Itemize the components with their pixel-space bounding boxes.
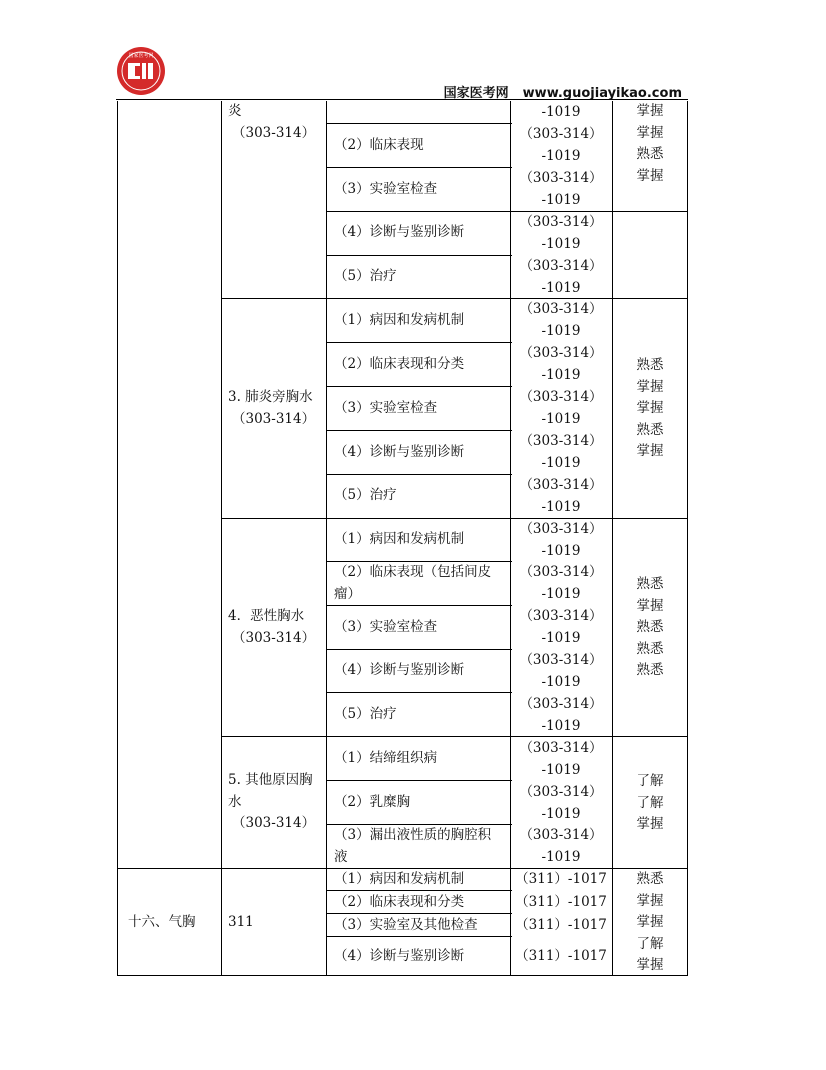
page-ref: -1019: [541, 104, 581, 120]
table-border-right: [687, 101, 688, 976]
page-ref: （311）-1017: [515, 948, 607, 964]
site-url[interactable]: www.guojiayikao.com: [522, 86, 682, 101]
table-row-item: （4）诊断与鉴别诊断: [334, 948, 465, 964]
table-divider: [221, 101, 222, 976]
table-rule: [326, 605, 512, 606]
chapter-title: 十六、气胸: [128, 914, 196, 930]
table-row-item: （1）病因和发病机制: [334, 531, 465, 547]
mastery-levels: 熟悉 掌握 熟悉 熟悉 熟悉: [636, 576, 664, 678]
page-ref: （303-314） -1019: [519, 521, 603, 559]
table-rule: [326, 386, 512, 387]
table-row-item: （1）病因和发病机制: [334, 312, 465, 328]
logo-text: 国家医考网: [128, 53, 154, 59]
table-rule: [326, 649, 512, 650]
section-title-text: 3. 肺炎旁胸水: [228, 389, 313, 405]
page-ref: （303-314） -1019: [519, 652, 603, 690]
table-row-item: （2）临床表现（包括间皮 瘤）: [334, 564, 492, 602]
section-title: [228, 387, 324, 430]
page-ref: （303-314） -1019: [519, 126, 603, 164]
page-ref: （311）-1017: [515, 917, 607, 933]
section-title-text: 4．恶性胸水: [228, 608, 305, 624]
page-ref: （303-314） -1019: [519, 740, 603, 778]
page-ref: （303-314） -1019: [519, 827, 603, 865]
page-ref: （303-314） -1019: [519, 433, 603, 471]
page-ref: （303-314） -1019: [519, 564, 603, 602]
page-ref: （303-314） -1019: [519, 696, 603, 734]
page-ref: （311）-1017: [515, 894, 607, 910]
table-row-item: （4）诊断与鉴别诊断: [334, 444, 465, 460]
table-row-item: （4）诊断与鉴别诊断: [334, 224, 465, 240]
table-row-item: （1）病因和发病机制: [334, 871, 465, 887]
table-row-item: （5）治疗: [334, 268, 397, 284]
page-ref: （303-314） -1019: [519, 214, 603, 252]
table-rule: [221, 736, 688, 737]
table-row-item: （1）结缔组织病: [334, 750, 438, 766]
table-border-left: [117, 101, 118, 976]
table-row-item: （4）诊断与鉴别诊断: [334, 662, 465, 678]
page-ref: （303-314） -1019: [519, 345, 603, 383]
table-row-item: （3）实验室及其他检查: [334, 917, 478, 933]
page-ref: （303-314） -1019: [519, 258, 603, 296]
table-row-item: （2）临床表现和分类: [334, 894, 465, 910]
table-rule: [326, 211, 688, 212]
section-pages: （303-314）: [232, 124, 316, 141]
table-divider: [612, 101, 613, 976]
table-rule: [326, 167, 512, 168]
table-divider: [510, 101, 511, 976]
table-row-item: （2）临床表现: [334, 137, 424, 153]
section-title: [228, 606, 324, 649]
table-row-item: （3）漏出液性质的胸腔积 液: [334, 827, 492, 865]
chapter-pages: 311: [228, 914, 254, 930]
table-rule: [326, 780, 512, 781]
section-pages: （303-314）: [232, 815, 316, 831]
section-pages: （303-314）: [232, 629, 316, 646]
page-ref: （303-314） -1019: [519, 608, 603, 646]
table-row-item: （3）实验室检查: [334, 181, 438, 197]
page-ref: （303-314） -1019: [519, 784, 603, 822]
table-border-bottom: [117, 975, 688, 976]
table-row-item: （5）治疗: [334, 487, 397, 503]
table-row-item: （3）实验室检查: [334, 619, 438, 635]
mastery-levels: 掌握 掌握 熟悉 掌握: [636, 103, 664, 184]
header-rule: [116, 99, 688, 100]
section-title: [228, 770, 324, 835]
table-divider: [326, 101, 327, 976]
site-name: 国家医考网: [443, 86, 509, 101]
table-rule: [326, 692, 512, 693]
table-row-item: （2）临床表现和分类: [334, 356, 465, 372]
page-ref: （303-314） -1019: [519, 389, 603, 427]
table-row-item: （3）实验室检查: [334, 400, 438, 416]
mastery-levels: 熟悉 掌握 掌握 熟悉 掌握: [636, 357, 664, 459]
table-row-item: （5）治疗: [334, 706, 397, 722]
page-ref: （311）-1017: [515, 871, 607, 887]
section-title: [228, 101, 324, 144]
table-row-item: （2）乳糜胸: [334, 794, 411, 810]
page-ref: （303-314） -1019: [519, 477, 603, 515]
mastery-levels: 熟悉 掌握 掌握 了解 掌握: [636, 871, 664, 973]
table-rule: [221, 298, 688, 299]
table-rule: [326, 342, 512, 343]
table-rule: [326, 123, 512, 124]
section-pages: （303-314）: [232, 410, 316, 427]
section-title-text: 水: [228, 793, 242, 810]
mastery-levels: 了解 了解 掌握: [636, 773, 664, 832]
logo-icon: [116, 46, 166, 96]
page-ref: （303-314） -1019: [519, 170, 603, 208]
table-rule: [326, 430, 512, 431]
table-rule: [221, 518, 688, 519]
page-ref: （303-314） -1019: [519, 301, 603, 339]
table-rule: [326, 474, 512, 475]
section-title-text: 5. 其他原因胸: [228, 772, 313, 788]
section-title-tail: 炎: [228, 103, 242, 119]
table-rule: [326, 255, 512, 256]
